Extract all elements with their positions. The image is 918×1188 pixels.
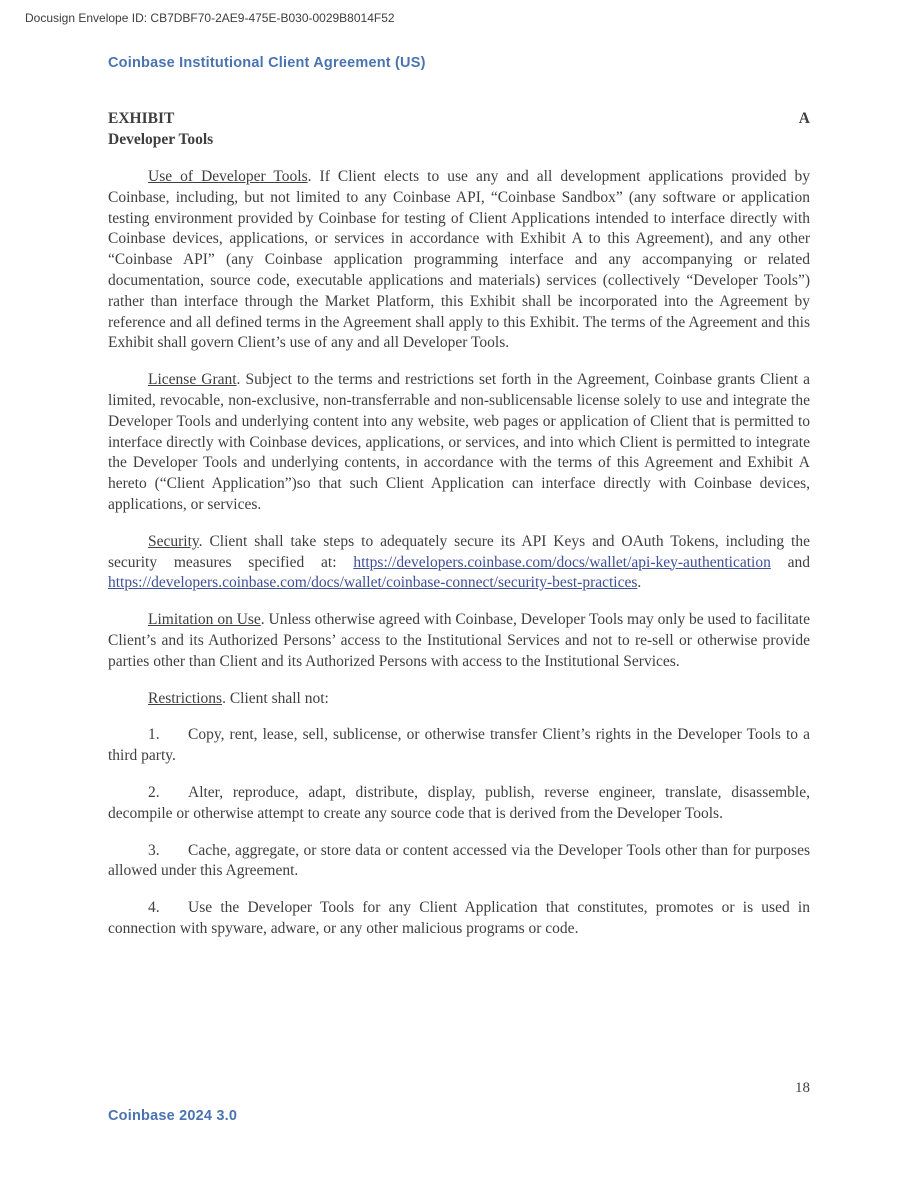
exhibit-subtitle: Developer Tools	[108, 131, 214, 148]
body-text: Cache, aggregate, or store data or content accessed via the Developer Tools other than for purposes allowed under this Agreement.	[108, 841, 810, 880]
body-text: . Unless otherwise agreed with Coinbase, Developer Tools may only be used to facilitate Client’s and its Authorized Persons’ access to the Institutional Services and not to re-sell or otherwise provide parties other than Client and its Authorized Persons with access to the Institutional Services.	[108, 611, 810, 670]
para-limitation-on-use	[108, 610, 810, 672]
exhibit-letter: A	[798, 110, 810, 127]
body-text: . Client shall take steps to adequately secure its API Keys and OAuth Tokens, including the security measures specified at:	[108, 532, 810, 571]
para-security	[108, 532, 810, 594]
restriction-item-1	[108, 725, 810, 767]
body-text: Use the Developer Tools for any Client Application that constitutes, promotes or is used in connection with spyware, adware, or any other malicious programs or code.	[108, 899, 810, 937]
body-text: Copy, rent, lease, sell, sublicense, or otherwise transfer Client’s rights in the Developer Tools to a third party.	[108, 726, 810, 765]
body-text: . Subject to the terms and restrictions set forth in the Agreement, Coinbase grants Client a limited, revocable, non-exclusive, non-transferrable and non-sublicensable license solely to use and integrate the Developer Tools and underlying content into any website, web pages or application of Client that is permitted to interface directly with Coinbase devices, applications, or services, and into which Client is permitted to integrate the Developer Tools and underlying contents, in accordance with the terms of this Agreement and Exhibit A hereto (“Client Application”)so that such Client Application can interface directly with Coinbase devices, applications, or services.	[108, 371, 810, 513]
para-restrictions	[108, 689, 810, 710]
exhibit-heading-row	[108, 108, 810, 129]
restriction-item-2	[108, 783, 810, 825]
body-text: . Client shall not:	[222, 689, 329, 707]
section-heading: License Grant	[148, 371, 237, 389]
hyperlink[interactable]: https://developers.coinbase.com/docs/wallet/coinbase-connect/security-best-practices	[108, 574, 638, 592]
page-number: 18	[795, 1080, 810, 1096]
document-title: Coinbase Institutional Client Agreement (US)	[108, 55, 426, 71]
footer-version: Coinbase 2024 3.0	[108, 1108, 238, 1124]
section-heading: Use of Developer Tools	[148, 168, 308, 185]
list-number: 4.	[148, 899, 160, 917]
list-number: 3.	[148, 841, 160, 859]
hyperlink[interactable]: https://developers.coinbase.com/docs/wallet/api-key-authentication	[353, 553, 771, 571]
section-heading: Security	[148, 532, 199, 550]
list-number: 1.	[148, 726, 160, 744]
list-number: 2.	[148, 783, 160, 801]
section-heading: Limitation on Use	[148, 611, 261, 629]
para-license-grant	[108, 370, 810, 516]
restriction-item-3	[108, 841, 810, 883]
body-text: . If Client elects to use any and all development applications provided by Coinbase, including, but not limited to any Coinbase API, “Coinbase Sandbox” (any software or application testing environment provided by Coinbase for testing of Client Applications intended to interface directly with Coinbase devices, applications, or services in accordance with Exhibit A to this Agreement), and any other “Coinbase API” (any Coinbase application programming interface and any accompanying or related documentation, source code, executable applications and materials) services (collectively “Developer Tools”) rather than interface through the Market Platform, this Exhibit shall be incorporated into the Agreement by reference and all defined terms in the Agreement shall apply to this Exhibit. The terms of the Agreement and this Exhibit shall govern Client’s use of any and all Developer Tools.	[108, 168, 810, 352]
restriction-item-4	[108, 898, 810, 940]
body-text: and	[770, 553, 810, 571]
para-use-of-developer-tools	[108, 167, 810, 354]
body-text: Alter, reproduce, adapt, distribute, display, publish, reverse engineer, translate, disassemble, decompile or otherwise attempt to create any source code that is derived from the Developer Tools.	[108, 783, 810, 822]
section-heading: Restrictions	[148, 689, 223, 707]
body-text: .	[637, 574, 642, 592]
exhibit-label: EXHIBIT	[108, 110, 175, 127]
docusign-envelope-id: Docusign Envelope ID: CB7DBF70-2AE9-475E-B030-0029B8014F52	[25, 11, 395, 25]
document-body	[108, 167, 810, 956]
